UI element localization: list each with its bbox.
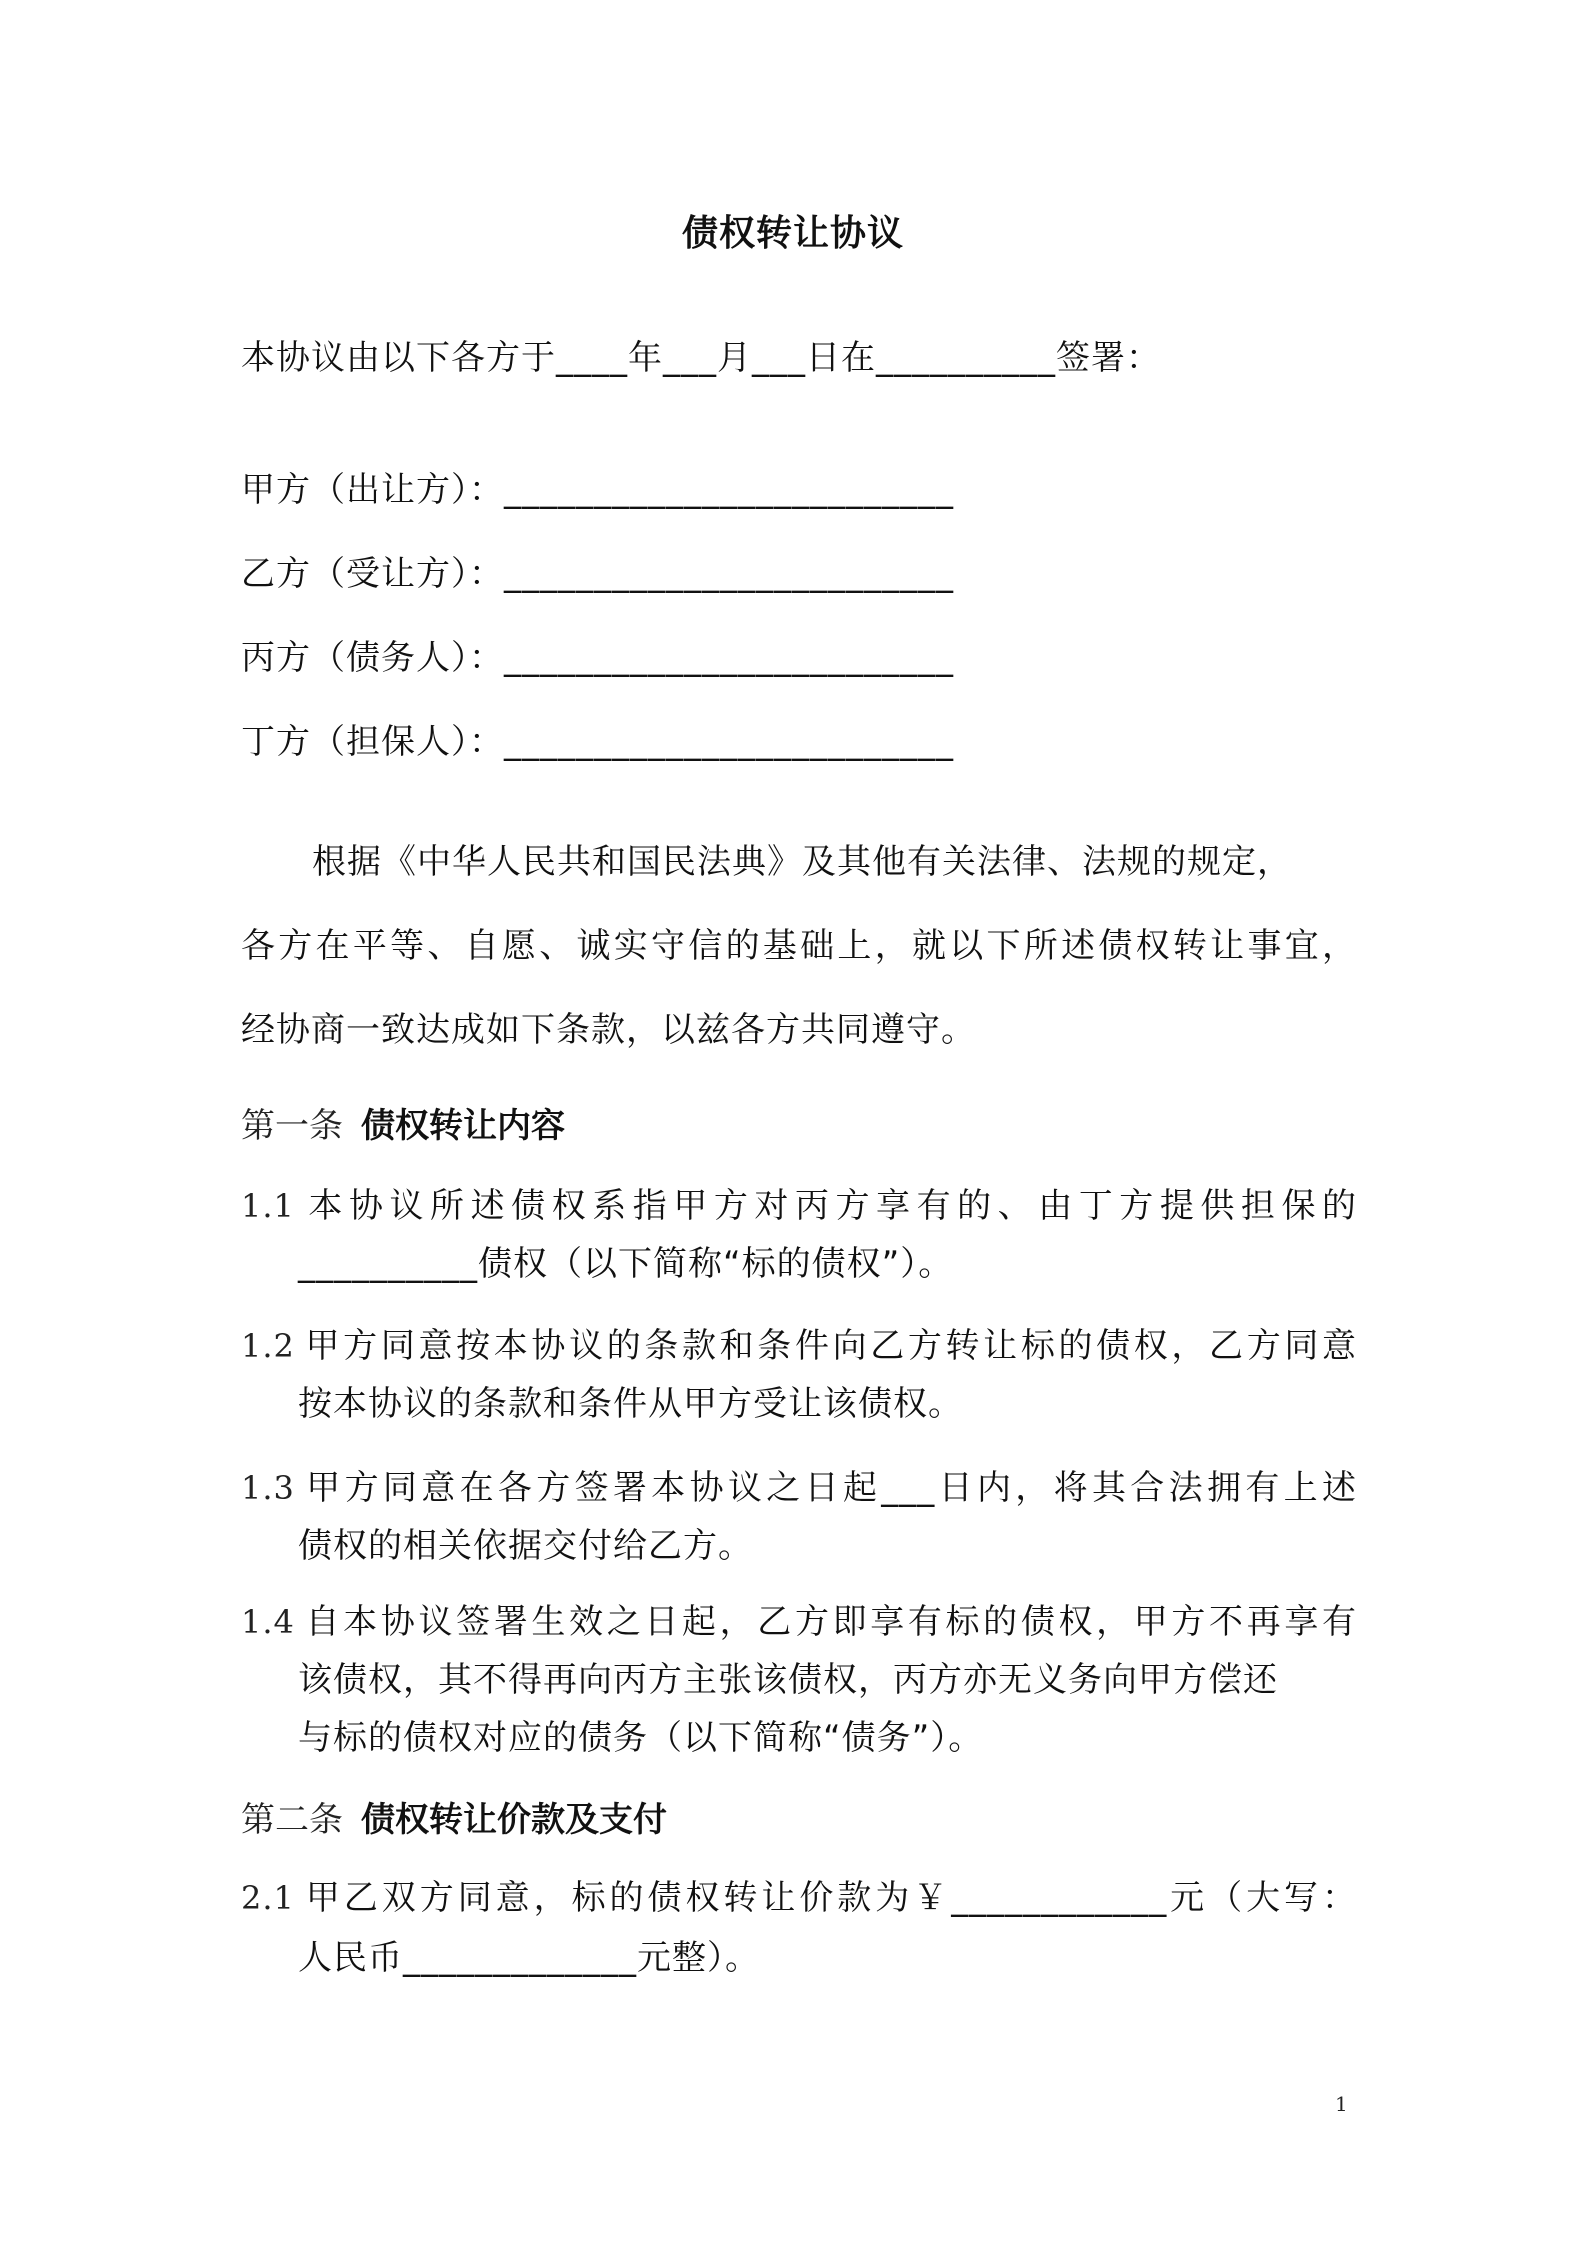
clause-1-2-line-2: 按本协议的条款和条件从甲方受让该债权。 [298,1384,963,1424]
clause-text: 自本协议签署生效之日起，乙方即享有标的债权，甲方不再享有 [302,1602,1357,1642]
signing-line: 本协议由以下各方于____年___月___日在__________签署： [241,338,1161,378]
article-title: 债权转让内容 [361,1106,565,1146]
article-2-heading [241,1792,667,1841]
clause-1-3-line-1 [241,1460,1357,1509]
clause-number: 1.3 [241,1469,295,1507]
party-line-a: 甲方（出让方）：_________________________ [241,470,954,510]
clause-number: 2.1 [241,1879,295,1917]
party-line-b: 乙方（受让方）：_________________________ [241,554,954,594]
document-title: 债权转让协议 [681,213,904,254]
clause-1-1-line-1 [241,1178,1357,1227]
page-number: 1 [1335,2092,1348,2116]
clause-1-4-line-1 [241,1594,1357,1643]
preamble-line-2: 各方在平等、自愿、诚实守信的基础上，就以下所述债权转让事宜， [241,926,1357,966]
clause-2-1-line-2: 人民币_____________元整）。 [298,1938,760,1978]
clause-2-1-line-1 [241,1870,1357,1919]
article-number: 第二条 [241,1800,343,1840]
article-title: 债权转让价款及支付 [361,1800,667,1840]
preamble-line-3: 经协商一致达成如下条款，以兹各方共同遵守。 [241,1010,976,1050]
clause-text: 甲乙双方同意，标的债权转让价款为￥____________元（大写： [302,1878,1357,1918]
clause-number: 1.2 [241,1327,295,1365]
clause-number: 1.4 [241,1603,295,1641]
clause-1-3-line-2: 债权的相关依据交付给乙方。 [298,1526,753,1566]
clause-text: 甲方同意按本协议的条款和条件向乙方转让标的债权，乙方同意 [302,1326,1357,1366]
clause-1-4-line-2: 该债权，其不得再向丙方主张该债权，丙方亦无义务向甲方偿还 [298,1660,1278,1700]
article-1-heading [241,1098,565,1147]
clause-number: 1.1 [241,1187,295,1225]
clause-1-2-line-1 [241,1318,1357,1367]
article-number: 第一条 [241,1106,343,1146]
party-line-c: 丙方（债务人）：_________________________ [241,638,954,678]
party-line-d: 丁方（担保人）：_________________________ [241,722,954,762]
clause-1-4-line-3: 与标的债权对应的债务（以下简称“债务”）。 [298,1718,984,1758]
clause-text: 本协议所述债权系指甲方对丙方享有的、由丁方提供担保的 [302,1186,1357,1226]
preamble-line-1: 根据《中华人民共和国民法典》及其他有关法律、法规的规定， [312,842,1292,882]
clause-text: 甲方同意在各方签署本协议之日起___日内，将其合法拥有上述 [302,1468,1357,1508]
clause-1-1-line-2: __________债权（以下简称“标的债权”）。 [298,1244,954,1284]
